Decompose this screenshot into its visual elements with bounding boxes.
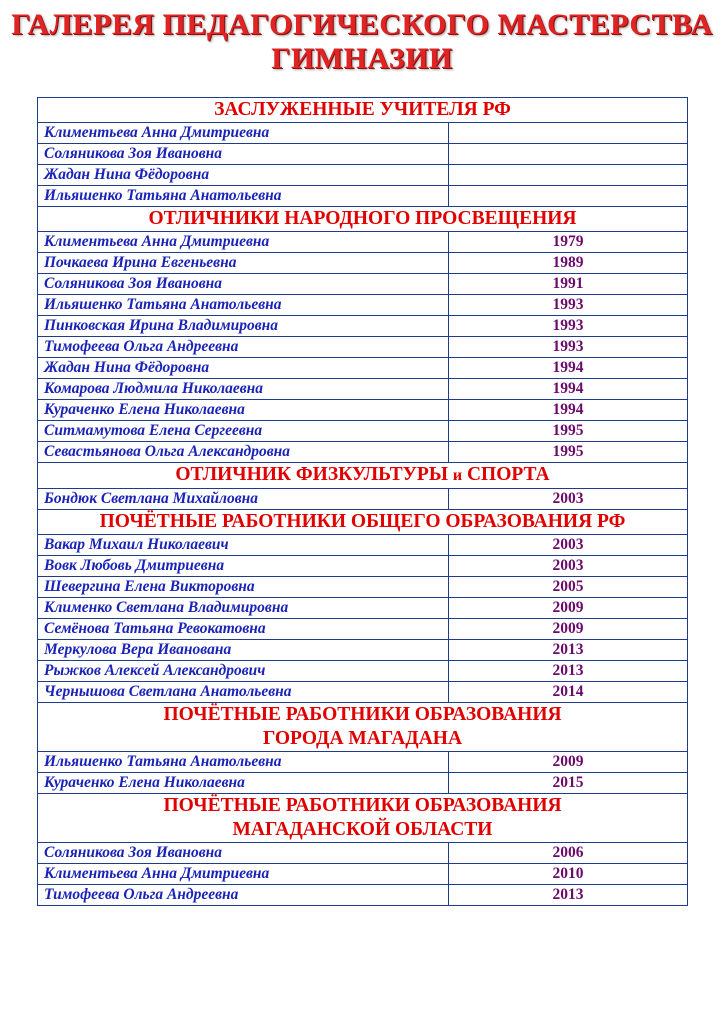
table-row xyxy=(38,640,688,661)
table-row xyxy=(38,253,688,274)
section-heading-line1: ПОЧЁТНЫЕ РАБОТНИКИ ОБРАЗОВАНИЯ xyxy=(163,704,562,725)
award-year-cell xyxy=(449,186,688,207)
table-row xyxy=(38,661,688,682)
award-year-cell xyxy=(449,123,688,144)
honors-table-body xyxy=(38,98,688,906)
teacher-name-cell: Меркулова Вера Ивановaна xyxy=(38,640,449,661)
teacher-name-cell: Тимофеева Ольга Андреевна xyxy=(38,885,449,906)
table-row xyxy=(38,274,688,295)
table-row xyxy=(38,232,688,253)
table-row xyxy=(38,535,688,556)
table-row xyxy=(38,577,688,598)
award-year-cell: 2009 xyxy=(449,598,688,619)
teacher-name-cell: Рыжков Алексей Александрович xyxy=(38,661,449,682)
teacher-name-cell: Семёнова Татьяна Ревокатовна xyxy=(38,619,449,640)
table-row xyxy=(38,421,688,442)
table-row xyxy=(38,400,688,421)
teacher-name-cell: Вовк Любовь Дмитриевна xyxy=(38,556,449,577)
table-row xyxy=(38,864,688,885)
teacher-name-cell: Ильяшенко Татьяна Анатольевна xyxy=(38,186,449,207)
award-year-cell: 1989 xyxy=(449,253,688,274)
teacher-name-cell: Климентьева Анна Дмитриевна xyxy=(38,232,449,253)
table-row xyxy=(38,358,688,379)
section-heading: ОТЛИЧНИКИ НАРОДНОГО ПРОСВЕЩЕНИЯ xyxy=(38,207,688,232)
table-row xyxy=(38,186,688,207)
award-year-cell: 1993 xyxy=(449,337,688,358)
section-header-row xyxy=(38,207,688,232)
section-heading: ЗАСЛУЖЕННЫЕ УЧИТЕЛЯ РФ xyxy=(38,98,688,123)
award-year-cell: 2013 xyxy=(449,661,688,682)
award-year-cell: 1991 xyxy=(449,274,688,295)
table-row xyxy=(38,619,688,640)
teacher-name-cell: Пинковская Ирина Владимировна xyxy=(38,316,449,337)
honors-table xyxy=(37,97,688,906)
table-row xyxy=(38,295,688,316)
section-header-row xyxy=(38,463,688,489)
section-header-row xyxy=(38,794,688,843)
teacher-name-cell: Севастьянова Ольга Александровна xyxy=(38,442,449,463)
section-heading-conjunction: и xyxy=(452,467,463,484)
section-header-row xyxy=(38,510,688,535)
section-heading-line2: МАГАДАНСКОЙ ОБЛАСТИ xyxy=(232,819,493,840)
award-year-cell: 1994 xyxy=(449,400,688,421)
teacher-name-cell: Комарова Людмила Николаевна xyxy=(38,379,449,400)
teacher-name-cell: Соляникова Зоя Ивановна xyxy=(38,843,449,864)
section-header-row xyxy=(38,98,688,123)
section-header-row xyxy=(38,703,688,752)
teacher-name-cell: Жадан Нина Фёдоровна xyxy=(38,358,449,379)
award-year-cell: 1993 xyxy=(449,295,688,316)
table-row xyxy=(38,144,688,165)
table-row xyxy=(38,885,688,906)
award-year-cell: 1979 xyxy=(449,232,688,253)
teacher-name-cell: Шевергина Елена Викторовна xyxy=(38,577,449,598)
table-row xyxy=(38,337,688,358)
table-row xyxy=(38,598,688,619)
award-year-cell: 2015 xyxy=(449,773,688,794)
section-heading-line1: ПОЧЁТНЫЕ РАБОТНИКИ ОБРАЗОВАНИЯ xyxy=(163,795,562,816)
teacher-name-cell: Чернышова Светлана Анатольевна xyxy=(38,682,449,703)
award-year-cell: 2010 xyxy=(449,864,688,885)
table-row xyxy=(38,752,688,773)
page-title-line2: ГИМНАЗИИ xyxy=(271,42,453,75)
teacher-name-cell: Жадан Нина Фёдоровна xyxy=(38,165,449,186)
teacher-name-cell: Тимофеева Ольга Андреевна xyxy=(38,337,449,358)
table-row xyxy=(38,316,688,337)
section-heading-line2: ГОРОДА МАГАДАНА xyxy=(262,728,463,749)
award-year-cell: 2003 xyxy=(449,535,688,556)
award-year-cell xyxy=(449,165,688,186)
award-year-cell: 2014 xyxy=(449,682,688,703)
award-year-cell: 2006 xyxy=(449,843,688,864)
table-row xyxy=(38,165,688,186)
page-title xyxy=(0,8,724,76)
award-year-cell: 1995 xyxy=(449,442,688,463)
award-year-cell: 2013 xyxy=(449,885,688,906)
section-heading xyxy=(38,794,688,843)
award-year-cell: 2003 xyxy=(449,556,688,577)
table-row xyxy=(38,773,688,794)
teacher-name-cell: Соляникова Зоя Ивановна xyxy=(38,274,449,295)
teacher-name-cell: Климентьева Анна Дмитриевна xyxy=(38,864,449,885)
teacher-name-cell: Кураченко Елена Николаевна xyxy=(38,773,449,794)
award-year-cell: 1993 xyxy=(449,316,688,337)
section-heading-tail: СПОРТА xyxy=(462,464,550,485)
award-year-cell: 1995 xyxy=(449,421,688,442)
award-year-cell: 2005 xyxy=(449,577,688,598)
award-year-cell: 2009 xyxy=(449,752,688,773)
section-heading: ПОЧЁТНЫЕ РАБОТНИКИ ОБЩЕГО ОБРАЗОВАНИЯ РФ xyxy=(38,510,688,535)
teacher-name-cell: Бондюк Светлана Михайловна xyxy=(38,489,449,510)
teacher-name-cell: Вакар Михаил Николаевич xyxy=(38,535,449,556)
teacher-name-cell: Соляникова Зоя Ивановна xyxy=(38,144,449,165)
award-year-cell: 1994 xyxy=(449,358,688,379)
table-row xyxy=(38,123,688,144)
teacher-name-cell: Ситмамутова Елена Сергеевна xyxy=(38,421,449,442)
teacher-name-cell: Клименко Светлана Владимировна xyxy=(38,598,449,619)
award-year-cell: 2003 xyxy=(449,489,688,510)
teacher-name-cell: Кураченко Елена Николаевна xyxy=(38,400,449,421)
award-year-cell: 1994 xyxy=(449,379,688,400)
teacher-name-cell: Ильяшенко Татьяна Анатольевна xyxy=(38,295,449,316)
table-row xyxy=(38,442,688,463)
table-row xyxy=(38,489,688,510)
teacher-name-cell: Почкаева Ирина Евгеньевна xyxy=(38,253,449,274)
teacher-name-cell: Климентьева Анна Дмитриевна xyxy=(38,123,449,144)
teacher-name-cell: Ильяшенко Татьяна Анатольевна xyxy=(38,752,449,773)
table-row xyxy=(38,682,688,703)
award-year-cell: 2013 xyxy=(449,640,688,661)
section-heading-main: ОТЛИЧНИК ФИЗКУЛЬТУРЫ xyxy=(175,464,453,485)
table-row xyxy=(38,379,688,400)
section-heading xyxy=(38,703,688,752)
section-heading xyxy=(38,463,688,489)
award-year-cell xyxy=(449,144,688,165)
award-year-cell: 2009 xyxy=(449,619,688,640)
table-row xyxy=(38,556,688,577)
page-title-line1: ГАЛЕРЕЯ ПЕДАГОГИЧЕСКОГО МАСТЕРСТВА xyxy=(11,8,713,41)
table-row xyxy=(38,843,688,864)
